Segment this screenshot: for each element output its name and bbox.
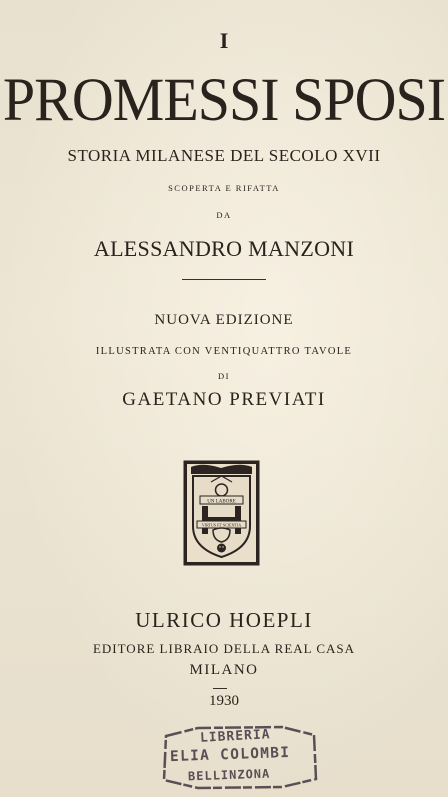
book-title: PROMESSI SPOSI (2, 65, 446, 134)
author-name: ALESSANDRO MANZONI (93, 236, 355, 261)
book-subtitle: STORIA MILANESE DEL SECOLO XVII (67, 146, 381, 165)
publication-city: MILANO (189, 662, 259, 678)
divider-rule (182, 279, 266, 280)
edition-line: NUOVA EDIZIONE (154, 312, 294, 328)
volume-number: I (219, 28, 229, 53)
publisher-description: EDITORE LIBRAIO DELLA REAL CASA (92, 641, 356, 656)
stamp-line-2: ELIA COLOMBI (169, 744, 291, 766)
by-line: DA (216, 210, 232, 220)
bookseller-stamp (158, 724, 320, 790)
illustrator-name: GAETANO PREVIATI (122, 389, 326, 410)
discovered-line: SCOPERTA E RIFATTA (168, 183, 280, 193)
publisher-name: ULRICO HOEPLI (135, 608, 313, 632)
stamp-line-3: BELLINZONA (187, 766, 271, 784)
illustrator-prefix: DI (218, 371, 230, 381)
year-rule (213, 688, 227, 689)
emblem-ribbon-top: UN LABORE (207, 499, 236, 505)
illustrated-line: ILLUSTRATA CON VENTIQUATTRO TAVOLE (95, 346, 353, 357)
stamp-line-1: LIBRERIA (199, 727, 271, 746)
emblem-ribbon-bottom: VIRTUS ET SCIENTIA (201, 522, 242, 528)
publisher-emblem-icon (183, 460, 260, 566)
publication-year: 1930 (209, 693, 239, 709)
